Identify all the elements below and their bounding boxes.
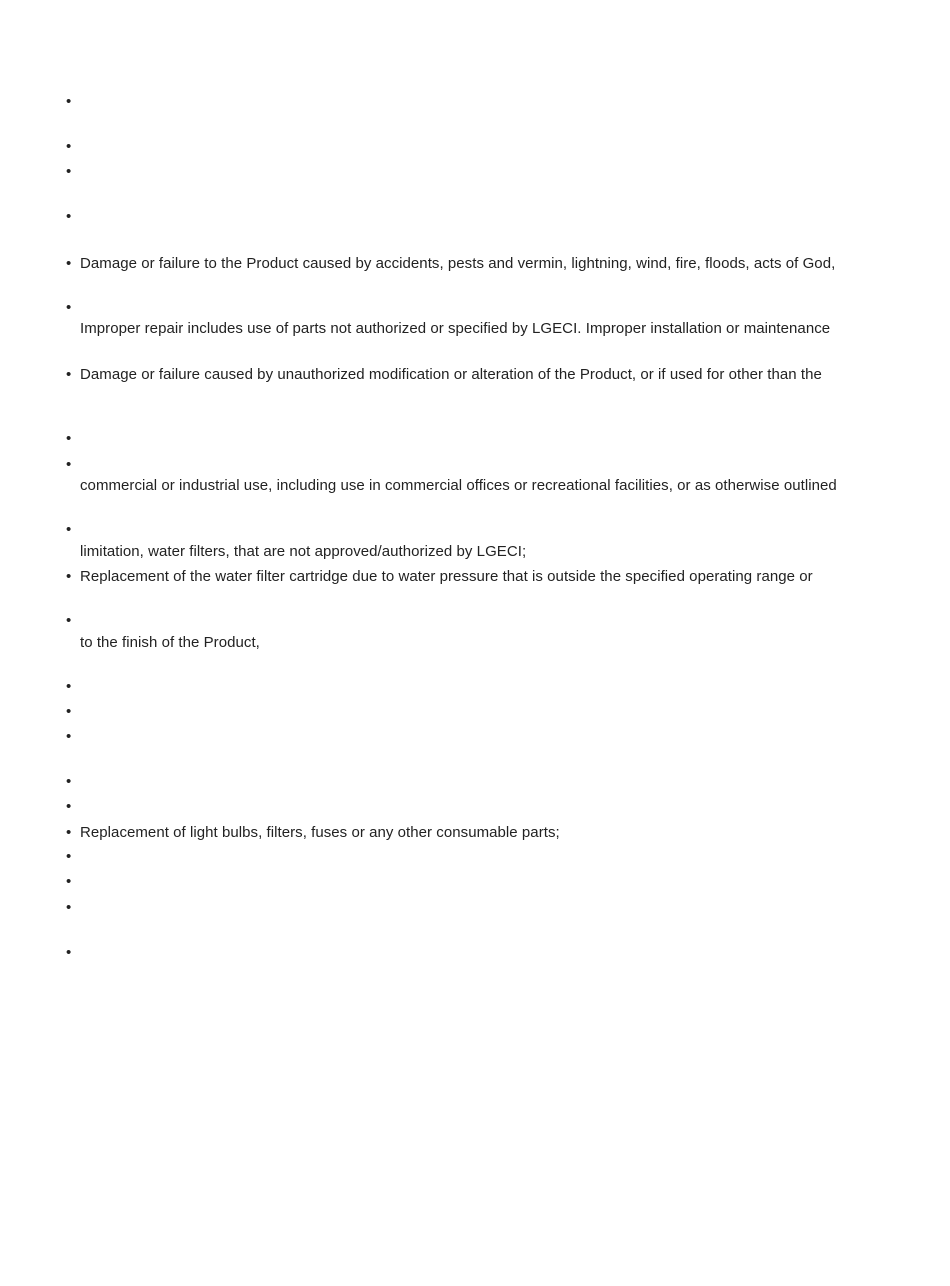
list-bullet: • [66,208,72,225]
list-bullet: • [66,873,72,890]
list-bullet: • [66,568,72,585]
list-bullet: • [66,678,72,695]
list-item-text: limitation, water filters, that are not approved/authorized by LGECI; [80,543,527,560]
list-bullet: • [66,93,72,110]
list-bullet: • [66,848,72,865]
list-bullet: • [66,255,72,272]
list-bullet: • [66,773,72,790]
list-bullet: • [66,430,72,447]
list-bullet: • [66,366,72,383]
list-item-text: Improper repair includes use of parts not authorized or specified by LGECI. Improper installation or maintenance [80,320,831,337]
list-bullet: • [66,456,72,473]
list-bullet: • [66,612,72,629]
list-bullet: • [66,163,72,180]
list-bullet: • [66,521,72,538]
list-bullet: • [66,299,72,316]
list-bullet: • [66,798,72,815]
list-item-text: commercial or industrial use, including use in commercial offices or recreational facilities, or as otherwise outlined [80,477,837,494]
list-bullet: • [66,899,72,916]
list-item-text: Damage or failure to the Product caused by accidents, pests and vermin, lightning, wind, fire, floods, acts of God, [80,255,836,272]
list-item-text: to the finish of the Product, [80,634,260,651]
list-item-text: Damage or failure caused by unauthorized modification or alteration of the Product, or if used for other than the [80,366,822,383]
list-item-text: Replacement of the water filter cartridge due to water pressure that is outside the specified operating range or [80,568,813,585]
list-bullet: • [66,138,72,155]
list-item-text: Replacement of light bulbs, filters, fuses or any other consumable parts; [80,824,560,841]
list-bullet: • [66,824,72,841]
list-bullet: • [66,728,72,745]
list-bullet: • [66,944,72,961]
list-bullet: • [66,703,72,720]
